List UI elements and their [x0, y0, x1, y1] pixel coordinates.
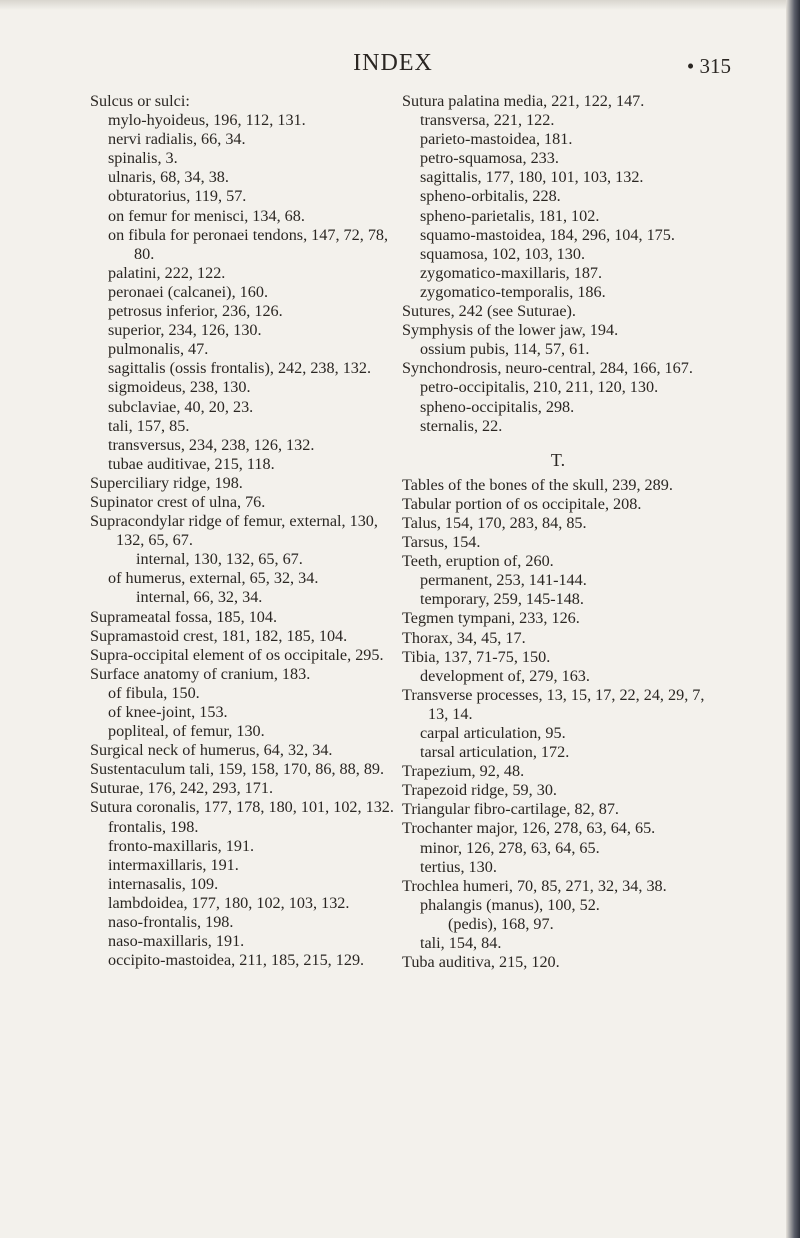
index-entry: Trochanter major, 126, 278, 63, 64, 65. — [402, 819, 656, 838]
index-entry: on fibula for peronaei tendons, 147, 72, 78, 80. — [108, 225, 389, 263]
index-entry: carpal articulation, 95. — [420, 724, 566, 742]
index-entry: nervi radialis, 66, 34. — [108, 130, 246, 149]
index-entry: of humerus, external, 65, 32, 34. — [108, 569, 319, 588]
index-entry: zygomatico-temporalis, 186. — [420, 282, 606, 301]
index-entry: tarsal articulation, 172. — [420, 743, 570, 762]
index-entry: petro-squamosa, 233. — [420, 149, 559, 168]
index-entry: Thorax, 34, 45, 17. — [402, 628, 526, 647]
index-entry: Transverse processes, 13, 15, 17, 22, 24, 29, 7, 13, 14. — [402, 685, 705, 723]
index-entry: naso-frontalis, 198. — [108, 913, 234, 932]
index-entry: tubae auditivae, 215, 118. — [108, 454, 275, 473]
index-entry: subclaviae, 40, 20, 23. — [108, 397, 254, 416]
index-entry: Sutura coronalis, 177, 178, 180, 101, 102, 132. — [90, 798, 394, 817]
index-entry: occipito-mastoidea, 211, 185, 215, 129. — [108, 951, 365, 970]
index-entry: on femur for menisci, 134, 68. — [108, 206, 305, 225]
index-entry: internal, 130, 132, 65, 67. — [136, 550, 303, 569]
index-entry: phalangis (manus), 100, 52. — [420, 895, 600, 914]
index-entry: Tegmen tympani, 233, 126. — [402, 609, 580, 628]
index-entry: frontalis, 198. — [108, 817, 199, 836]
index-entry: petrosus inferior, 236, 126. — [108, 302, 283, 321]
index-entry: superior, 234, 126, 130. — [108, 321, 262, 340]
index-entry: Talus, 154, 170, 283, 84, 85. — [402, 513, 587, 532]
index-entry: Teeth, eruption of, 260. — [402, 552, 554, 571]
index-entry: fronto-maxillaris, 191. — [108, 836, 255, 855]
index-entry: Suprameatal fossa, 185, 104. — [90, 607, 278, 626]
page-header — [0, 50, 786, 90]
index-entry: sagittalis, 177, 180, 101, 103, 132. — [420, 168, 644, 187]
index-entry: intermaxillaris, 191. — [108, 855, 239, 874]
index-entry: palatini, 222, 122. — [108, 263, 226, 282]
index-entry: Supinator crest of ulna, 76. — [90, 492, 266, 511]
index-column-right-t — [402, 476, 714, 972]
index-entry: Supracondylar ridge of femur, external, 130, 132, 65, 67. — [90, 512, 378, 550]
page-edge-top — [0, 0, 786, 10]
index-entry: popliteal, of femur, 130. — [108, 722, 265, 741]
index-entry: spinalis, 3. — [108, 149, 178, 168]
index-entry: Sutura palatina media, 221, 122, 147. — [402, 92, 645, 110]
index-entry: internasalis, 109. — [108, 874, 219, 893]
index-entry: Trapezium, 92, 48. — [402, 762, 525, 781]
index-entry: of knee-joint, 153. — [108, 703, 228, 721]
index-entry: Trochlea humeri, 70, 85, 271, 32, 34, 38. — [402, 876, 667, 895]
index-entry: Supra-occipital element of os occipitale, 295. — [90, 645, 384, 664]
index-entry: Triangular fibro-cartilage, 82, 87. — [402, 800, 619, 819]
index-entry: mylo-hyoideus, 196, 112, 131. — [108, 111, 306, 130]
index-entry: lambdoidea, 177, 180, 102, 103, 132. — [108, 893, 350, 912]
index-entry: ossium pubis, 114, 57, 61. — [420, 340, 590, 359]
page-edge-right — [786, 0, 800, 1238]
index-entry: (pedis), 168, 97. — [448, 914, 554, 933]
index-entry: Suturae, 176, 242, 293, 171. — [90, 779, 273, 798]
section-letter-t: T. — [550, 449, 566, 470]
index-entry: Sustentaculum tali, 159, 158, 170, 86, 88, 89. — [90, 760, 385, 779]
index-entry: sternalis, 22. — [420, 416, 503, 435]
index-entry: tali, 157, 85. — [108, 416, 190, 435]
page-number: • 315 — [686, 54, 731, 78]
index-entry: of fibula, 150. — [108, 683, 200, 702]
index-entry: transversa, 221, 122. — [420, 111, 555, 130]
index-entry: Symphysis of the lower jaw, 194. — [402, 321, 619, 340]
index-entry: squamosa, 102, 103, 130. — [420, 244, 586, 263]
index-entry: transversus, 234, 238, 126, 132. — [108, 435, 315, 454]
index-entry: pulmonalis, 47. — [108, 340, 209, 359]
index-entry: Tibia, 137, 71-75, 150. — [402, 647, 551, 666]
index-entry: sagittalis (ossis frontalis), 242, 238, 132. — [108, 359, 372, 378]
index-entry: spheno-occipitalis, 298. — [420, 397, 575, 416]
index-entry: ulnaris, 68, 34, 38. — [108, 168, 229, 187]
index-entry: permanent, 253, 141-144. — [420, 571, 587, 590]
index-entry: tertius, 130. — [420, 857, 497, 876]
index-entry: petro-occipitalis, 210, 211, 120, 130. — [420, 378, 659, 397]
index-entry: peronaei (calcanei), 160. — [108, 282, 268, 301]
index-column-right-s — [402, 92, 714, 436]
index-entry: Surgical neck of humerus, 64, 32, 34. — [90, 741, 333, 760]
index-entry: Sutures, 242 (see Suturae). — [402, 302, 576, 321]
index-entry: spheno-parietalis, 181, 102. — [420, 206, 600, 225]
index-entry: naso-maxillaris, 191. — [108, 932, 245, 951]
index-entry: development of, 279, 163. — [420, 666, 590, 685]
index-entry: internal, 66, 32, 34. — [136, 588, 263, 607]
index-entry: Trapezoid ridge, 59, 30. — [402, 781, 557, 800]
index-entry: Sulcus or sulci: — [90, 92, 190, 110]
index-entry: Tuba auditiva, 215, 120. — [402, 953, 560, 972]
index-entry: Synchondrosis, neuro-central, 284, 166, 167. — [402, 359, 693, 378]
index-entry: Tabular portion of os occipitale, 208. — [402, 494, 642, 513]
index-entry: Surface anatomy of cranium, 183. — [90, 664, 311, 683]
index-entry: sigmoideus, 238, 130. — [108, 378, 251, 397]
index-entry: temporary, 259, 145-148. — [420, 590, 584, 609]
index-entry: squamo-mastoidea, 184, 296, 104, 175. — [420, 225, 675, 244]
index-entry: tali, 154, 84. — [420, 934, 502, 953]
index-entry: zygomatico-maxillaris, 187. — [420, 263, 603, 282]
index-entry: Superciliary ridge, 198. — [90, 473, 243, 492]
index-entry: spheno-orbitalis, 228. — [420, 187, 561, 206]
index-entry: obturatorius, 119, 57. — [108, 187, 247, 206]
index-entry: parieto-mastoidea, 181. — [420, 130, 573, 149]
index-column-right — [402, 92, 714, 972]
index-column-left — [90, 92, 396, 970]
index-entry: minor, 126, 278, 63, 64, 65. — [420, 838, 600, 857]
index-entry: Supramastoid crest, 181, 182, 185, 104. — [90, 626, 348, 645]
index-entry: Tarsus, 154. — [402, 533, 481, 552]
page-title: INDEX — [353, 50, 433, 76]
index-entry: Tables of the bones of the skull, 239, 289. — [402, 475, 673, 494]
